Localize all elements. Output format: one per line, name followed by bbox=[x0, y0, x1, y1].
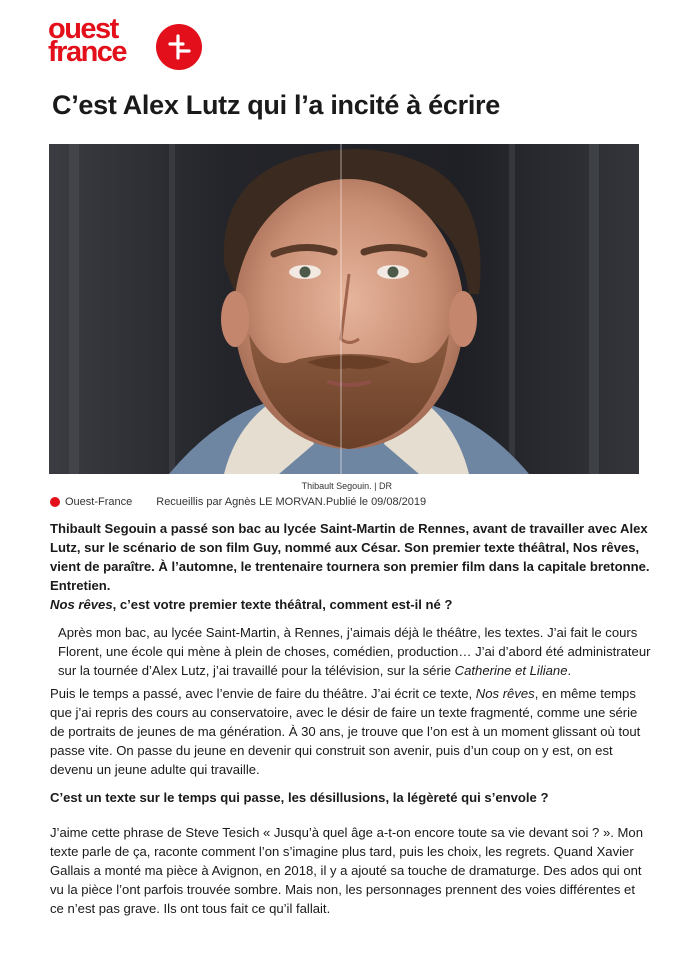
photo-caption: Thibault Segouin. | DR bbox=[301, 481, 392, 491]
article-headline: C’est Alex Lutz qui l’a incité à écrire bbox=[52, 90, 500, 120]
answer-3: J’aime cette phrase de Steve Tesich « Jusqu’à quel âge a-t-on encore toute sa vie devant soi ? ». Mon texte parle de ça, raconte comment l’on s’imagine plus tard, puis les choix, les regrets. Quand Xavier Gallais a monté ma pièce à Avignon, en 2018, il y a ajouté sa touche de dramaturge. Des ados qui ont vu la pièce l’ont parfois trouvée sombre. Mais non, les personnages prennent des voies différentes et ce n’est pas grave. Ils ont tous fait ce qu’il fallait. bbox=[50, 825, 643, 916]
question-1 bbox=[50, 595, 650, 614]
answer-2-after: , en même temps que j’ai repris des cours au conservatoire, avec le désir de faire un texte fragmenté, comme une série de portraits de jeunes de ma génération. À 30 ans, je trouve que l’on est à un moment glissant où tout passe vite. On passe du jeune en devenir qui construit son avenir, puis d’un coup on y est, on est devenu un jeune adulte qui travaille. bbox=[50, 686, 641, 777]
logo-line-france: france bbox=[48, 36, 127, 68]
answer-1-text: Après mon bac, au lycée Saint-Martin, à Rennes, j’aimais déjà le théâtre, les textes. J’ai fait le cours Florent, une école qui mène à plein de choses, comédien, production… J’ai d’abord été administrateur sur la tournée d’Alex Lutz, j’ai travaillé pour la télévision, sur la série bbox=[58, 625, 651, 678]
article-meta bbox=[50, 496, 426, 508]
answer-1-series: Catherine et Liliane bbox=[454, 663, 568, 678]
article-lead: Thibault Segouin a passé son bac au lycée Saint-Martin de Rennes, avant de travailler avec Alex Lutz, sur le scénario de son film Guy, nommé aux César. Son premier texte théâtral, Nos rêves, vient de paraître. À l’automne, le trentenaire tournera son premier film dans la capitale bretonne. Entretien. bbox=[50, 521, 650, 593]
question-2: C’est un texte sur le temps qui passe, les désillusions, la légèreté qui s’envole ? bbox=[50, 790, 549, 805]
source-name: Ouest-France bbox=[65, 496, 133, 508]
author-credit: Recueillis par Agnès LE MORVAN. bbox=[156, 496, 326, 508]
logo-wordmark bbox=[48, 13, 127, 68]
answer-2 bbox=[50, 684, 650, 779]
answer-1 bbox=[58, 623, 658, 680]
ouest-france-logo[interactable] bbox=[48, 13, 208, 74]
question-1-text: , c’est votre premier texte théâtral, comment est-il né ? bbox=[112, 597, 453, 612]
logo-line-ouest: ouest bbox=[48, 13, 118, 45]
article-photo bbox=[49, 144, 639, 474]
source-dot-icon bbox=[50, 497, 60, 507]
portrait-image bbox=[49, 144, 639, 474]
answer-1-end: . bbox=[567, 663, 572, 678]
question-1-title: Nos rêves bbox=[50, 597, 113, 612]
logo-circle-icon bbox=[156, 24, 202, 70]
answer-2-title: Nos rêves bbox=[475, 686, 535, 701]
publish-date: Publié le 09/08/2019 bbox=[325, 496, 427, 508]
answer-2-before: Puis le temps a passé, avec l’envie de faire du théâtre. J’ai écrit ce texte, bbox=[50, 686, 476, 701]
